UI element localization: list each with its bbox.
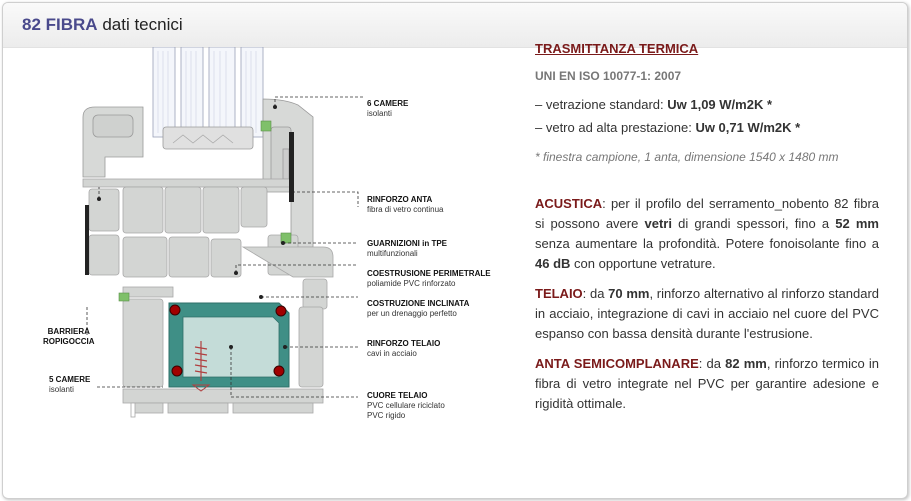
thermal-norm: UNI EN ISO 10077-1: 2007 xyxy=(535,69,682,83)
acustica-paragraph: ACUSTICA: per il profilo del serramento_nobento 82 fibra si possono avere vetri di grandi spessori, fino a 52 mm senza aumentare la profondità. Potere fonoisolante fino a 46 dB con opportune vetrature. xyxy=(535,196,879,271)
page-title xyxy=(22,15,183,35)
label-rinforzo-anta: RINFORZO ANTA fibra di vetro continua xyxy=(367,195,444,214)
thermal-note: * finestra campione, 1 anta, dimensione 1540 x 1480 mm xyxy=(535,150,839,164)
label-6-camere: 6 CAMERE isolanti xyxy=(367,99,409,118)
title-rest: dati tecnici xyxy=(102,15,183,34)
specs-text xyxy=(535,41,879,414)
label-rinforzo-telaio: RINFORZO TELAIO cavi in acciaio xyxy=(367,339,441,358)
spec-standard: – vetrazione standard: Uw 1,09 W/m2K * xyxy=(535,97,773,112)
label-barriera: BARRIERA ROPIGOCCIA xyxy=(43,327,95,346)
spec-high: – vetro ad alta prestazione: Uw 0,71 W/m2K * xyxy=(535,120,801,135)
glazing xyxy=(153,47,263,137)
label-costruzione-inclinata: COSTRUZIONE INCLINATA per un drenaggio perfetto xyxy=(367,299,470,318)
sash-reinforcement-left xyxy=(85,205,89,275)
telaio-paragraph: TELAIO: da 70 mm, rinforzo alternativo al rinforzo standard in acciaio, integrazione di cavi in acciaio nel cuore del PVC espanso con bassa densità durante l'estrusione. xyxy=(535,286,880,341)
label-guarnizioni: GUARNIZIONI in TPE multifunzionali xyxy=(367,239,447,258)
profile-drawing xyxy=(13,47,513,487)
product-name: 82 FIBRA xyxy=(22,15,98,34)
technical-card xyxy=(2,2,908,499)
label-cuore-telaio: CUORE TELAIO PVC cellulare riciclato PVC rigido xyxy=(367,391,445,420)
thermal-title: TRASMITTANZA TERMICA xyxy=(535,41,699,56)
anta-paragraph: ANTA SEMICOMPLANARE: da 82 mm, rinforzo termico in fibra di vetro integrate nel PVC per garantire adesione e rigidità ottimale. xyxy=(535,356,880,411)
profile-section-diagram xyxy=(13,47,513,487)
label-coestrusione: COESTRUSIONE PERIMETRALE poliamide PVC rinforzato xyxy=(367,269,491,288)
label-5-camere: 5 CAMERE isolanti xyxy=(49,375,91,394)
